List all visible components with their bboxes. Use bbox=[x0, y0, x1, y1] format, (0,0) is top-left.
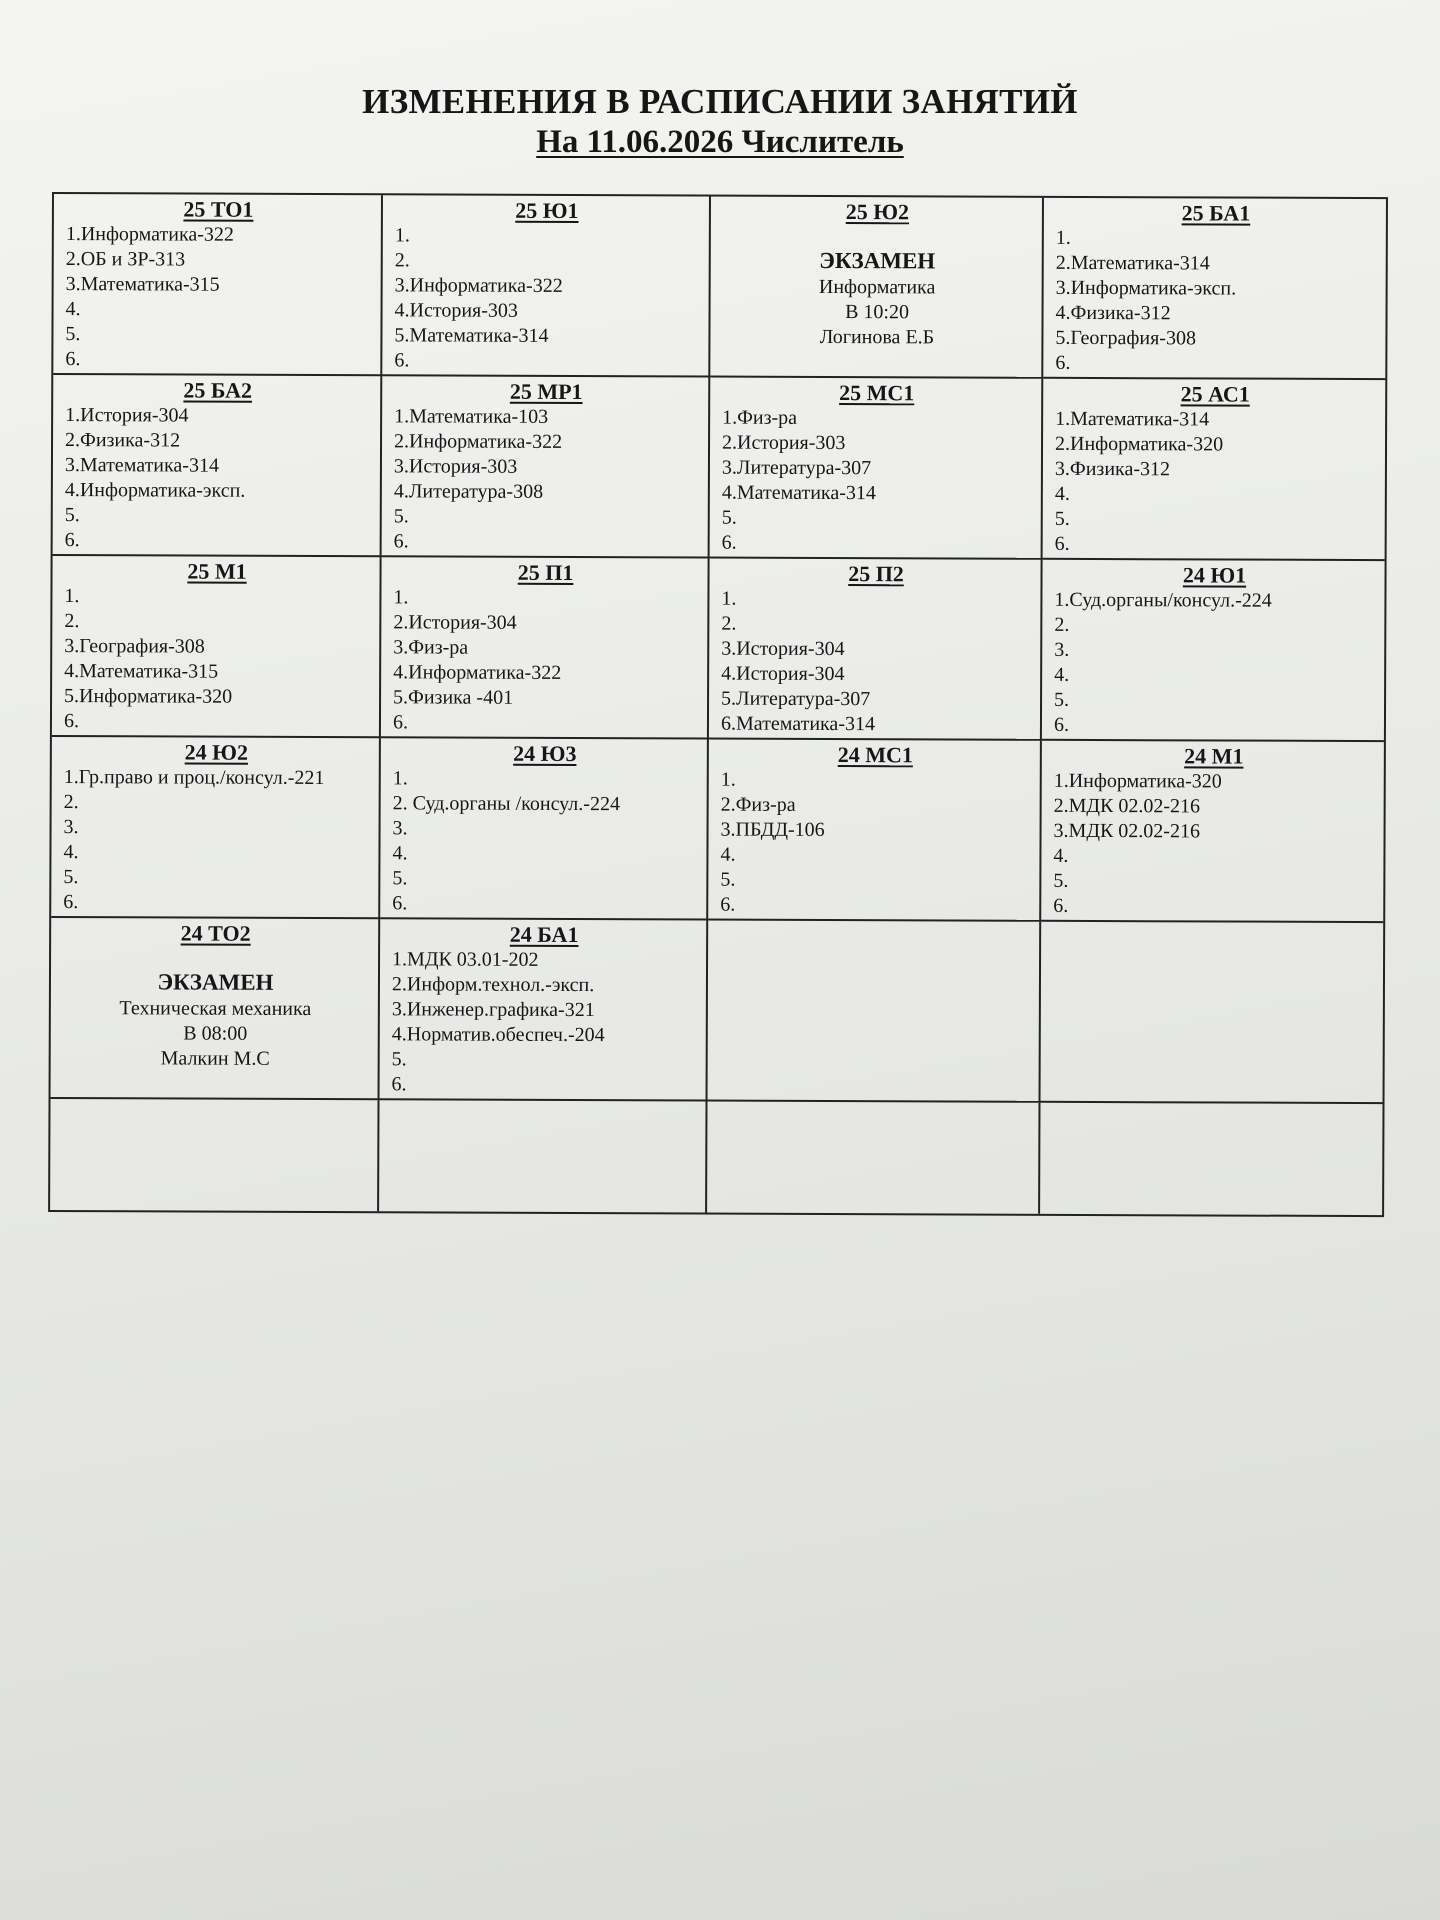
lesson-item: 1.Гр.право и проц./консул.-221 bbox=[63, 766, 325, 790]
lesson-item: 3. bbox=[392, 817, 408, 840]
group-name: 24 Ю1 bbox=[1182, 562, 1247, 588]
empty-cell bbox=[708, 921, 1042, 1103]
lesson-item: 2.Информатика-322 bbox=[394, 430, 563, 453]
lesson-item: 4.Норматив.обеспеч.-204 bbox=[391, 1023, 605, 1047]
group-name: 25 П2 bbox=[848, 561, 904, 587]
lesson-item: 6. bbox=[392, 892, 408, 915]
empty-cell bbox=[1041, 922, 1384, 1104]
group-name: 25 ТО1 bbox=[183, 196, 254, 222]
lesson-list bbox=[394, 223, 699, 374]
lesson-item: 3.География-308 bbox=[64, 635, 205, 658]
lesson-item: 2.Математика-314 bbox=[1055, 251, 1210, 275]
lesson-list bbox=[393, 585, 698, 736]
group-name: 24 Ю2 bbox=[184, 739, 249, 765]
lesson-item: 1. bbox=[394, 224, 410, 247]
lesson-list bbox=[394, 404, 699, 555]
exam-teacher: Логинова Е.Б bbox=[819, 325, 935, 349]
lesson-item: 5. bbox=[65, 323, 81, 346]
lesson-item: 4. bbox=[63, 841, 79, 864]
group-name: 25 П1 bbox=[517, 559, 574, 586]
group-name: 25 АС1 bbox=[1180, 381, 1250, 407]
page-title: ИЗМЕНЕНИЯ В РАСПИСАНИИ ЗАНЯТИЙ bbox=[362, 82, 1078, 121]
lesson-item: 6.Математика-314 bbox=[720, 712, 876, 736]
exam-time: В 08:00 bbox=[183, 1022, 248, 1045]
lesson-item: 5. bbox=[1054, 688, 1070, 711]
group-cell bbox=[710, 378, 1044, 560]
lesson-item: 4.Математика-315 bbox=[64, 660, 219, 683]
group-name: 25 МР1 bbox=[509, 378, 583, 405]
lesson-item: 6. bbox=[1055, 351, 1071, 374]
lesson-item: 1. bbox=[721, 587, 737, 610]
exam-teacher: Малкин М.С bbox=[160, 1047, 270, 1070]
lesson-item: 2.История-304 bbox=[393, 611, 517, 634]
lesson-item: 5. bbox=[392, 867, 408, 890]
lesson-item: 3.Математика-314 bbox=[64, 454, 220, 477]
lesson-list bbox=[392, 766, 697, 917]
lesson-list bbox=[721, 587, 1031, 738]
lesson-list bbox=[64, 584, 370, 735]
group-name: 25 МС1 bbox=[839, 380, 915, 406]
group-name: 24 МС1 bbox=[837, 742, 913, 768]
lesson-item: 5.Информатика-320 bbox=[64, 685, 233, 708]
lesson-item: 3.Информатика-322 bbox=[394, 274, 563, 297]
lesson-item: 4.Информатика-322 bbox=[393, 661, 562, 684]
group-name: 24 БА1 bbox=[509, 921, 579, 948]
lesson-item: 5. bbox=[63, 866, 79, 889]
lesson-item: 6. bbox=[65, 348, 81, 371]
group-cell bbox=[53, 375, 383, 557]
lesson-item: 2. bbox=[1054, 613, 1070, 636]
lesson-item: 5.География-308 bbox=[1055, 326, 1197, 350]
lesson-item: 6. bbox=[394, 349, 410, 372]
exam-title: ЭКЗАМЕН bbox=[157, 969, 274, 995]
lesson-item: 5. bbox=[1054, 507, 1070, 530]
lesson-item: 1.МДК 03.01-202 bbox=[392, 948, 539, 971]
lesson-item: 5.Литература-307 bbox=[721, 687, 871, 711]
group-cell bbox=[708, 740, 1042, 922]
lesson-item: 4.Математика-314 bbox=[721, 481, 876, 505]
lesson-item: 6. bbox=[721, 531, 737, 554]
lesson-item: 3.Физ-ра bbox=[393, 636, 469, 659]
group-cell bbox=[381, 557, 710, 739]
lesson-item: 3.МДК 02.02-216 bbox=[1053, 819, 1201, 843]
exam-subject: Информатика bbox=[818, 275, 936, 299]
lesson-list bbox=[65, 222, 371, 373]
lesson-item: 4. bbox=[720, 843, 736, 866]
lesson-item: 6. bbox=[391, 1073, 407, 1096]
lesson-item: 3.Математика-315 bbox=[65, 273, 220, 296]
lesson-item: 1. bbox=[1055, 226, 1071, 249]
group-cell bbox=[51, 737, 381, 919]
lesson-item: 3.Литература-307 bbox=[721, 456, 872, 480]
group-cell bbox=[52, 556, 382, 738]
lesson-item: 1. bbox=[393, 586, 409, 609]
lesson-list bbox=[65, 403, 371, 554]
empty-cell bbox=[50, 1099, 379, 1211]
lesson-list bbox=[392, 947, 697, 1098]
lesson-item: 3.Инженер.графика-321 bbox=[391, 998, 595, 1022]
group-cell bbox=[382, 195, 711, 377]
group-cell bbox=[53, 194, 383, 376]
lesson-item: 2. Суд.органы /консул.-224 bbox=[392, 792, 621, 816]
lesson-item: 2.Информатика-320 bbox=[1054, 432, 1224, 456]
empty-cell bbox=[707, 1102, 1040, 1214]
lesson-item: 4.История-303 bbox=[394, 299, 518, 322]
lesson-item: 6. bbox=[63, 710, 80, 733]
lesson-list bbox=[63, 765, 369, 916]
exam-time: В 10:20 bbox=[845, 301, 910, 324]
lesson-item: 6. bbox=[1053, 894, 1069, 917]
lesson-item: 1. bbox=[392, 767, 408, 790]
lesson-item: 3.История-304 bbox=[721, 637, 845, 661]
lesson-item: 5. bbox=[721, 506, 737, 529]
lesson-item: 2. bbox=[64, 610, 80, 633]
lesson-item: 4.Физика-312 bbox=[1055, 301, 1171, 325]
group-cell bbox=[1041, 741, 1384, 923]
exam-block bbox=[63, 968, 368, 1072]
lesson-item: 3. bbox=[63, 816, 79, 839]
lesson-item: 2.Информ.технол.-эксп. bbox=[391, 973, 595, 997]
lesson-item: 1.Математика-103 bbox=[394, 405, 549, 428]
lesson-item: 3. bbox=[1054, 638, 1070, 661]
lesson-item: 2.Физ-ра bbox=[720, 793, 796, 816]
lesson-list bbox=[1054, 588, 1375, 739]
lesson-item: 4. bbox=[1053, 844, 1069, 867]
lesson-item: 1.Информатика-320 bbox=[1053, 769, 1222, 793]
lesson-item: 4.Литература-308 bbox=[393, 480, 544, 503]
lesson-list bbox=[720, 768, 1030, 919]
group-cell bbox=[709, 559, 1043, 741]
page-subtitle bbox=[0, 124, 1440, 161]
lesson-list bbox=[1055, 407, 1376, 558]
exam-subject: Техническая механика bbox=[119, 997, 312, 1021]
lesson-item: 2.Физика-312 bbox=[65, 429, 181, 452]
empty-cell bbox=[379, 1100, 707, 1212]
date-label: На 11.06.2026 Числитель bbox=[536, 124, 904, 160]
lesson-item: 6. bbox=[393, 530, 409, 553]
schedule-table bbox=[48, 192, 1388, 1217]
lesson-item: 1. bbox=[64, 585, 80, 608]
lesson-list bbox=[1055, 226, 1376, 377]
lesson-item: 5. bbox=[391, 1048, 407, 1071]
lesson-item: 2. bbox=[394, 249, 410, 272]
lesson-item: 2.ОБ и ЗР-313 bbox=[65, 248, 186, 271]
lesson-item: 6. bbox=[392, 711, 409, 734]
group-name: 25 Ю1 bbox=[515, 197, 579, 224]
lesson-item: 4. bbox=[65, 298, 81, 321]
group-name: 24 ТО2 bbox=[180, 920, 251, 946]
group-name: 25 БА2 bbox=[183, 377, 253, 403]
lesson-item: 5. bbox=[720, 868, 736, 891]
lesson-item: 5.Математика-314 bbox=[394, 324, 549, 347]
lesson-item: 4. bbox=[392, 842, 408, 865]
lesson-item: 6. bbox=[63, 891, 79, 914]
lesson-item: 3.История-303 bbox=[393, 455, 518, 478]
lesson-item: 1.История-304 bbox=[65, 404, 189, 427]
group-name: 25 М1 bbox=[187, 558, 247, 584]
lesson-item: 1.Суд.органы/консул.-224 bbox=[1054, 588, 1272, 612]
group-cell bbox=[1043, 379, 1386, 561]
lesson-item: 6. bbox=[64, 529, 80, 552]
group-cell bbox=[51, 918, 381, 1100]
lesson-item: 3.Информатика-эксп. bbox=[1055, 276, 1237, 300]
lesson-list bbox=[1053, 769, 1374, 920]
lesson-item: 5. bbox=[64, 504, 80, 527]
lesson-item: 3.Физика-312 bbox=[1054, 457, 1171, 481]
lesson-item: 3.ПБДД-106 bbox=[720, 818, 825, 841]
lesson-item: 5.Физика -401 bbox=[393, 686, 514, 709]
lesson-item: 6. bbox=[1053, 713, 1070, 736]
lesson-item: 5. bbox=[1053, 869, 1069, 892]
group-cell bbox=[1042, 560, 1385, 742]
lesson-item: 6. bbox=[720, 893, 736, 916]
lesson-item: 5. bbox=[393, 505, 409, 528]
group-cell bbox=[382, 376, 711, 558]
lesson-item: 4. bbox=[1054, 663, 1070, 686]
lesson-item: 4.История-304 bbox=[721, 662, 845, 686]
group-cell bbox=[380, 738, 709, 920]
exam-title: ЭКЗАМЕН bbox=[819, 247, 936, 274]
group-cell bbox=[380, 919, 709, 1101]
lesson-list bbox=[722, 406, 1032, 557]
lesson-item: 2. bbox=[721, 612, 737, 635]
lesson-item: 2.История-303 bbox=[722, 431, 846, 455]
group-name: 24 М1 bbox=[1184, 743, 1244, 769]
group-cell bbox=[1043, 198, 1386, 380]
group-name: 25 БА1 bbox=[1181, 200, 1251, 226]
lesson-item: 1.Физ-ра bbox=[722, 406, 798, 429]
lesson-item: 6. bbox=[1054, 532, 1070, 555]
lesson-item: 2. bbox=[63, 791, 79, 814]
group-cell bbox=[710, 197, 1044, 379]
lesson-item: 1.Математика-314 bbox=[1055, 407, 1210, 431]
lesson-item: 4.Информатика-эксп. bbox=[64, 479, 246, 502]
lesson-item: 2.МДК 02.02-216 bbox=[1053, 794, 1201, 818]
lesson-item: 1.Информатика-322 bbox=[65, 223, 234, 246]
group-name: 25 Ю2 bbox=[845, 199, 910, 225]
lesson-item: 4. bbox=[1054, 482, 1070, 505]
lesson-item: 1. bbox=[720, 768, 736, 791]
group-name: 24 Ю3 bbox=[513, 740, 577, 767]
empty-cell bbox=[1040, 1103, 1382, 1215]
exam-block bbox=[722, 247, 1031, 351]
